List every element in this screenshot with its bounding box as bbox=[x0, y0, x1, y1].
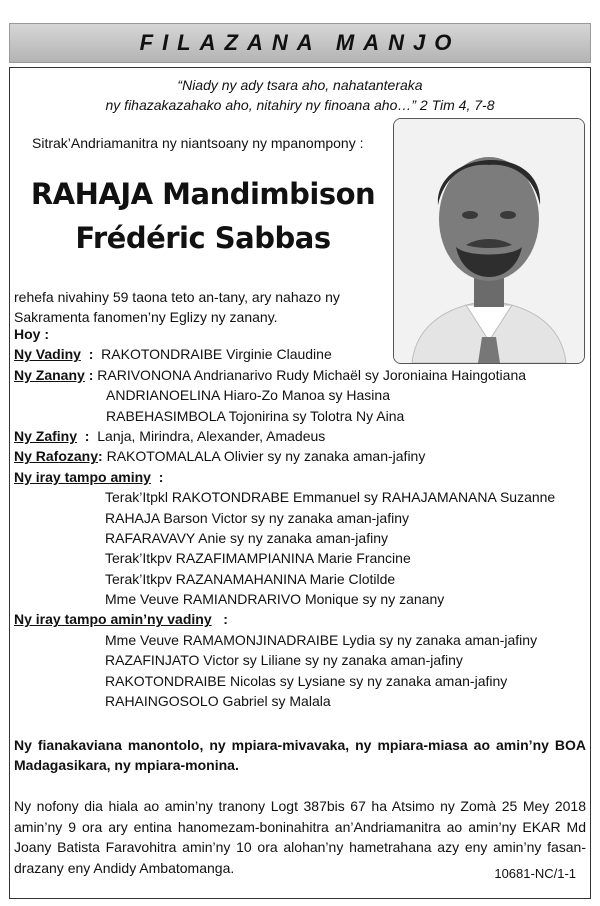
reference-number: 10681-NC/1-1 bbox=[494, 866, 576, 881]
iray-tampo-1: Terak’Itpkl RAKOTONDRABE Emmanuel sy RAHAJAMANANA Suzanne bbox=[105, 489, 556, 506]
family-list bbox=[14, 324, 584, 711]
zafiny-row: Ny Zafiny : Lanja, Mirindra, Alexander, Amadeus bbox=[14, 427, 326, 444]
vadiny-label: Ny Vadiny bbox=[14, 346, 81, 363]
zafiny-label: Ny Zafiny bbox=[14, 427, 78, 444]
rafozany-value: RAKOTOMALALA Olivier sy ny zanaka aman-jafiny bbox=[106, 448, 426, 465]
closing-text: Ny fianakaviana manontolo, ny mpiara-mivavaka, ny mpiara-miasa ao amin’ny BOA Madagasikara, ny mpiara-monina. bbox=[14, 737, 586, 773]
zanany-label: Ny Zanany bbox=[14, 366, 85, 383]
iray-tampo-vadiny-label: Ny iray tampo amin’ny vadiny bbox=[14, 611, 212, 628]
quote-line-1: “Niady ny ady tsara aho, nahatanteraka bbox=[177, 77, 423, 93]
iray-tampo-2: RAHAJA Barson Victor sy ny zanaka aman-jafiny bbox=[105, 509, 409, 526]
rafozany-label: Ny Rafozany bbox=[14, 448, 99, 465]
iray-tampo-label: Ny iray tampo aminy bbox=[14, 468, 151, 485]
iray-tampo-5: Terak’Itkpv RAZANAMAHANINA Marie Clotilde bbox=[105, 570, 396, 587]
iray-tampo-6: Mme Veuve RAMIANDRARIVO Monique sy ny zanany bbox=[105, 591, 445, 608]
hoy-label: Hoy : bbox=[14, 326, 49, 342]
iray-tampo-vadiny-4: RAHAINGOSOLO Gabriel sy Malala bbox=[105, 693, 331, 710]
funeral-notice: Ny nofony dia hiala ao amin’ny tranony Logt 387bis 67 ha Atsimo ny Zomà 25 Mey 2018 amin’ny 9 ora ary entina hanomezam-boninahitra an’Andriamanitra ao amin’ny EKAR Md Joany Batista Faravohitra amin’ny 10 ora alohan’ny hametrahana azy eny amin’ny fasan-drazany eny Andidy Ambatomanga. bbox=[14, 798, 586, 876]
intro-text: Sitrak’Andriamanitra ny niantsoany ny mpanompony : bbox=[32, 135, 364, 151]
passing-line-1: rehefa nivahiny 59 taona teto an-tany, ary nahazo ny bbox=[14, 289, 340, 305]
name-line-1: RAHAJA Mandimbison bbox=[30, 177, 376, 211]
iray-tampo-vadiny-1: Mme Veuve RAMAMONJINADRAIBE Lydia sy ny zanaka aman-jafiny bbox=[105, 631, 538, 648]
iray-tampo-row: Ny iray tampo aminy : bbox=[14, 468, 164, 485]
zanany-value-3: RABEHASIMBOLA Tojonirina sy Tolotra Ny Aina bbox=[106, 407, 405, 424]
zanany-row: Ny Zanany : RARIVONONA Andrianarivo Rudy Michaël sy Joroniaina Haingotiana bbox=[14, 366, 527, 383]
deceased-name bbox=[20, 172, 386, 260]
passing-line-2: Sakramenta fanomen’ny Eglizy ny zanany. bbox=[14, 309, 278, 325]
bible-quote bbox=[0, 75, 600, 115]
zafiny-value: Lanja, Mirindra, Alexander, Amadeus bbox=[97, 427, 326, 444]
notice-header bbox=[9, 23, 591, 63]
rafozany-row: Ny Rafozany: RAKOTOMALALA Olivier sy ny zanaka aman-jafiny bbox=[14, 448, 426, 465]
iray-tampo-vadiny-2: RAZAFINJATO Victor sy Liliane sy ny zanaka aman-jafiny bbox=[105, 652, 463, 669]
iray-tampo-vadiny-row: Ny iray tampo amin’ny vadiny : bbox=[14, 611, 228, 628]
passing-text bbox=[14, 287, 390, 327]
zanany-value-2: ANDRIANOELINA Hiaro-Zo Manoa sy Hasina bbox=[106, 387, 390, 404]
header-title: FILAZANA MANJO bbox=[139, 30, 461, 55]
quote-line-2: ny fihazakazahako aho, nitahiry ny finoana aho…” 2 Tim 4, 7-8 bbox=[105, 97, 495, 113]
iray-tampo-4: Terak’Itkpv RAZAFIMAMPIANINA Marie Francine bbox=[105, 550, 411, 567]
iray-tampo-vadiny-3: RAKOTONDRAIBE Nicolas sy Lysiane sy ny zanaka aman-jafiny bbox=[105, 672, 508, 689]
iray-tampo-3: RAFARAVAVY Anie sy ny zanaka aman-jafiny bbox=[105, 529, 388, 546]
vadiny-value: RAKOTONDRAIBE Virginie Claudine bbox=[101, 346, 332, 363]
zanany-value-1: RARIVONONA Andrianarivo Rudy Michaël sy Joroniaina Haingotiana bbox=[97, 366, 527, 383]
name-line-2: Frédéric Sabbas bbox=[75, 221, 331, 255]
vadiny-row: Ny Vadiny : RAKOTONDRAIBE Virginie Claudine bbox=[14, 346, 332, 363]
